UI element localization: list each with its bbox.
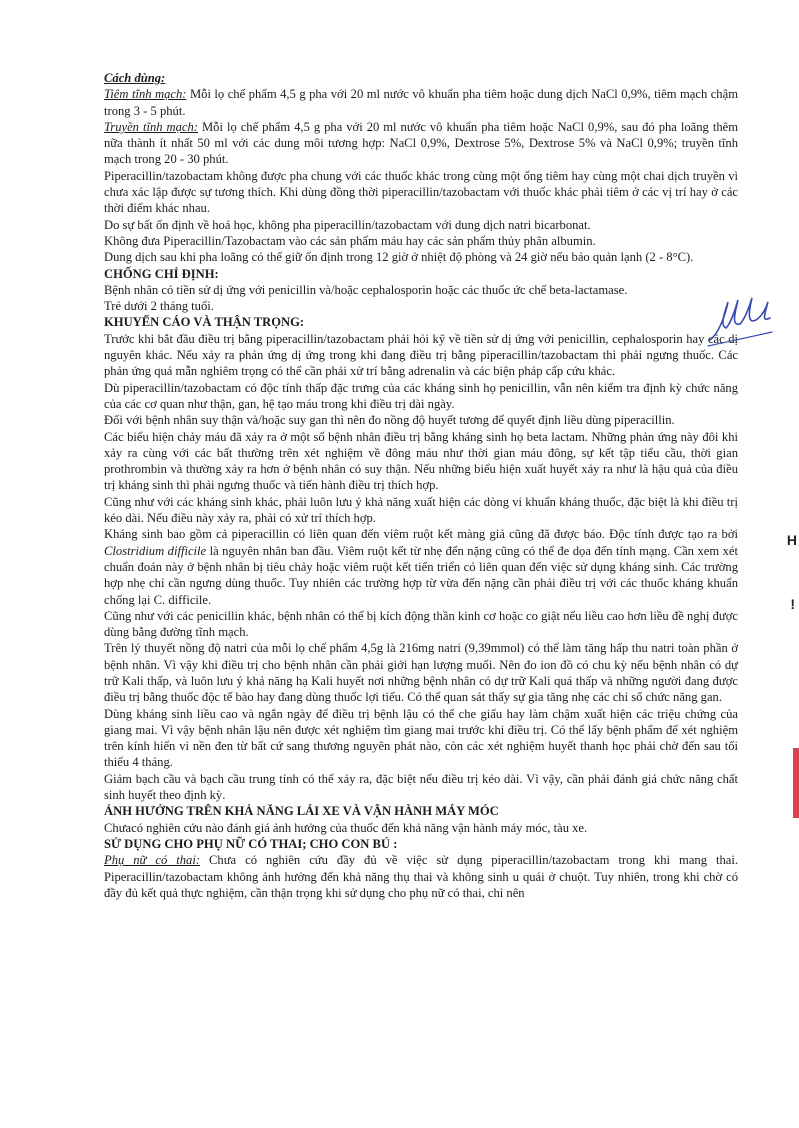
paragraph: Đối với bệnh nhân suy thận và/hoặc suy gan thì nên đo nồng độ huyết tương để quyết định liều dùng piperacillin. <box>104 413 675 428</box>
heading-text: CHỐNG CHỈ ĐỊNH: <box>104 266 219 281</box>
paragraph: Trẻ dưới 2 tháng tuổi. <box>104 299 214 314</box>
paragraph-text: Mỗi lọ chế phẩm 4,5 g pha với 20 ml nước vô khuẩn pha tiêm hoặc NaCl 0,9%, sau đó pha loãng thêm nữa thành ít nhất 50 ml với các dung môi tương hợp: NaCl 0,9%, Dextrose 5%, Dextrose 5% và NaCl 0,9%; truyền tĩnh mạch trong 20 - 30 phút. <box>104 119 739 167</box>
paragraph: Trên lý thuyết nồng độ natri của mỗi lọ chế phẩm 4,5g là 216mg natri (9,39mmol) có thể làm tăng hấp thu natri toàn phần ở bệnh nhân. Vì vậy khi điều trị cho bệnh nhân cần phải giới hạn lượng muối. Nên đo ion đồ có chu kỳ nếu bệnh nhân có dự trữ Kali thấp, và luôn lưu ý khả năng hạ Kali huyết nơi những bệnh nhân có dự trữ Kali quá thấp và những người đang được điều trị bằng thuốc độc tế bào hay đang dùng thuốc lợi tiểu. Có thể quan sát thấy sự gia tăng nhẹ các chỉ số chức năng gan. <box>104 641 738 705</box>
paragraph: Giảm bạch cầu và bạch cầu trung tính có thể xảy ra, đặc biệt nếu điều trị kéo dài. Vì vậy, cần phải đánh giá chức năng chất sinh huyết theo định kỳ. <box>104 771 738 803</box>
labeled-paragraph <box>104 86 738 119</box>
labeled-paragraph <box>104 852 738 901</box>
paragraph: Chưacó nghiên cứu nào đánh giá ảnh hưởng của thuốc đến khả năng vận hành máy móc, tàu xe. <box>104 820 588 835</box>
labeled-paragraph <box>104 119 738 168</box>
paragraph-label: Truyền tĩnh mạch: <box>104 119 198 134</box>
section-heading <box>104 836 738 852</box>
paragraph: Dù piperacillin/tazobactam có độc tính thấp đặc trưng của các kháng sinh họ penicillin, vẫn nên kiểm tra định kỳ chức năng của các cơ quan như thận, gan, hệ tạo máu trong khi điều trị dài ngày. <box>104 380 738 411</box>
paragraph: Dùng kháng sinh liều cao và ngắn ngày để điều trị bệnh lậu có thể che giấu hay làm chậm xuất hiện các triệu chứng của giang mai. Vì vậy bệnh nhân lậu nên được xét nghiệm tìm giang mai trước khi điều trị. Có thể lấy bệnh phẩm để xét nghiệm trên kính hiển vi nền đen từ bất cứ sang thương nguyên phát nào, còn các xét nghiệm huyết thanh học phải chờ đến sau tối thiểu 4 tháng. <box>104 706 738 770</box>
heading-text: SỬ DỤNG CHO PHỤ NỮ CÓ THAI; CHO CON BÚ : <box>104 836 398 851</box>
paragraph-label: Phụ nữ có thai: <box>104 853 201 868</box>
paragraph: Dung dịch sau khi pha loãng có thể giữ ổn định trong 12 giờ ở nhiệt độ phòng và 24 giờ nếu bảo quản lạnh (2 - 8°C). <box>104 250 694 265</box>
paragraph: Do sự bất ổn định về hoá học, không pha piperacillin/tazobactam với dung dịch natri bicarbonat. <box>104 217 591 232</box>
paragraph-text-italic: Clostridium difficile <box>104 543 207 558</box>
paragraph: Piperacillin/tazobactam không được pha chung với các thuốc khác trong cùng một ống tiêm hay cùng một chai dịch truyền vì chưa xác lập được sự tương thích. Khi dùng đồng thời piperacillin/tazobactam với thuốc khác phải tiêm ở các vị trí hay ở các thời điểm khác nhau. <box>104 168 738 216</box>
signature <box>706 292 774 348</box>
paragraph: Không đưa Piperacillin/Tazobactam vào các sản phẩm máu hay các sản phẩm thủy phân albumin. <box>104 233 596 248</box>
heading-text: Cách dùng: <box>104 71 166 85</box>
heading-text: ẢNH HƯỞNG TRÊN KHẢ NĂNG LÁI XE VÀ VẬN HÀNH MÁY MÓC <box>104 804 499 819</box>
paragraph-text: Chưa có nghiên cứu đầy đủ về việc sử dụng piperacillin/tazobactam trong khi mang thai. Piperacillin/tazobactam không ảnh hưởng đến khả năng thụ thai và không sinh u quái ở chuột. Tuy nhiên, trong khi chờ có đầy đủ kết quả thực nghiệm, cần thận trọng khi sử dụng cho phụ nữ có thai, chỉ nên <box>104 853 739 900</box>
edge-mark-h: H <box>786 532 797 548</box>
paragraph: Cũng như với các penicillin khác, bệnh nhân có thể bị kích động thần kinh cơ hoặc co giật nếu liều cao hơn liều đề nghị được dùng bằng đường tĩnh mạch. <box>104 608 738 640</box>
paragraph: Các biểu hiện chảy máu đã xảy ra ở một số bệnh nhân điều trị bằng kháng sinh họ beta lactam. Những phản ứng này đôi khi xảy ra cùng với các bất thường trên xét nghiệm về đông máu như thời gian máu đông, sự kết tập tiểu cầu, thời gian prothrombin và thường xảy ra hơn ở bệnh nhân có suy thận. Nếu những biểu hiện xuất huyết xảy ra như là hậu quả của điều trị kháng sinh thì phải ngưng thuốc và tiến hành điều trị thích hợp. <box>104 429 738 493</box>
paragraph-text-before: Kháng sinh bao gồm cả piperacillin có liên quan đến viêm ruột kết màng giả cũng đã được báo. Độc tính được tạo ra bởi <box>104 527 738 542</box>
section-heading <box>104 266 738 282</box>
paragraph-text-after: là nguyên nhân ban đầu. Viêm ruột kết từ nhẹ đến nặng cũng có thể đe dọa đến tính mạng. Cần xem xét chuẩn đoán này ở bệnh nhân bị tiêu chảy hoặc viêm ruột kết tiến triển có liên quan đến việc sử dụng kháng sinh. Các trường hợp nhẹ chỉ cần ngưng dùng thuốc. Tuy nhiên các trường hợp từ vừa đến nặng cần phải điều trị với các thuốc kháng khuẩn chống lại C. difficile. <box>104 543 738 607</box>
paragraph-label: Tiêm tĩnh mạch: <box>104 87 187 102</box>
paragraph: Cũng như với các kháng sinh khác, phải luôn lưu ý khả năng xuất hiện các dòng vi khuẩn kháng thuốc, đặc biệt là khi điều trị kéo dài. Nếu điều này xảy ra, phải có xử trí thích hợp. <box>104 494 738 526</box>
section-heading <box>104 70 738 86</box>
document-body <box>104 70 738 901</box>
paragraph-text: Mỗi lọ chế phẩm 4,5 g pha với 20 ml nước vô khuẩn pha tiêm hoặc dung dịch NaCl 0,9%, tiêm mạch chậm trong 3 - 5 phút. <box>104 87 738 118</box>
section-heading <box>104 803 738 819</box>
red-edge-mark <box>793 748 799 818</box>
paragraph: Trước khi bắt đầu điều trị bằng piperacillin/tazobactam phải hỏi kỹ về tiền sử dị ứng với penicillin, cephalosporin hay các dị nguyên khác. Nếu xảy ra phản ứng dị ứng trong khi đang điều trị bằng piperacillin/tazobactam thì phải ngưng thuốc. Các phản ứng quá mẫn nghiêm trọng có thể cần phải xử trí bằng adrenalin và các biện pháp cấp cứu khác. <box>104 331 738 379</box>
paragraph: Bệnh nhân có tiền sử dị ứng với penicillin và/hoặc cephalosporin hoặc các thuốc ức chế beta-lactamase. <box>104 282 628 297</box>
heading-text: KHUYẾN CÁO VÀ THẬN TRỌNG: <box>104 315 305 330</box>
edge-mark-exclamation: ! <box>790 596 795 612</box>
paragraph <box>104 526 738 607</box>
section-heading <box>104 314 738 330</box>
